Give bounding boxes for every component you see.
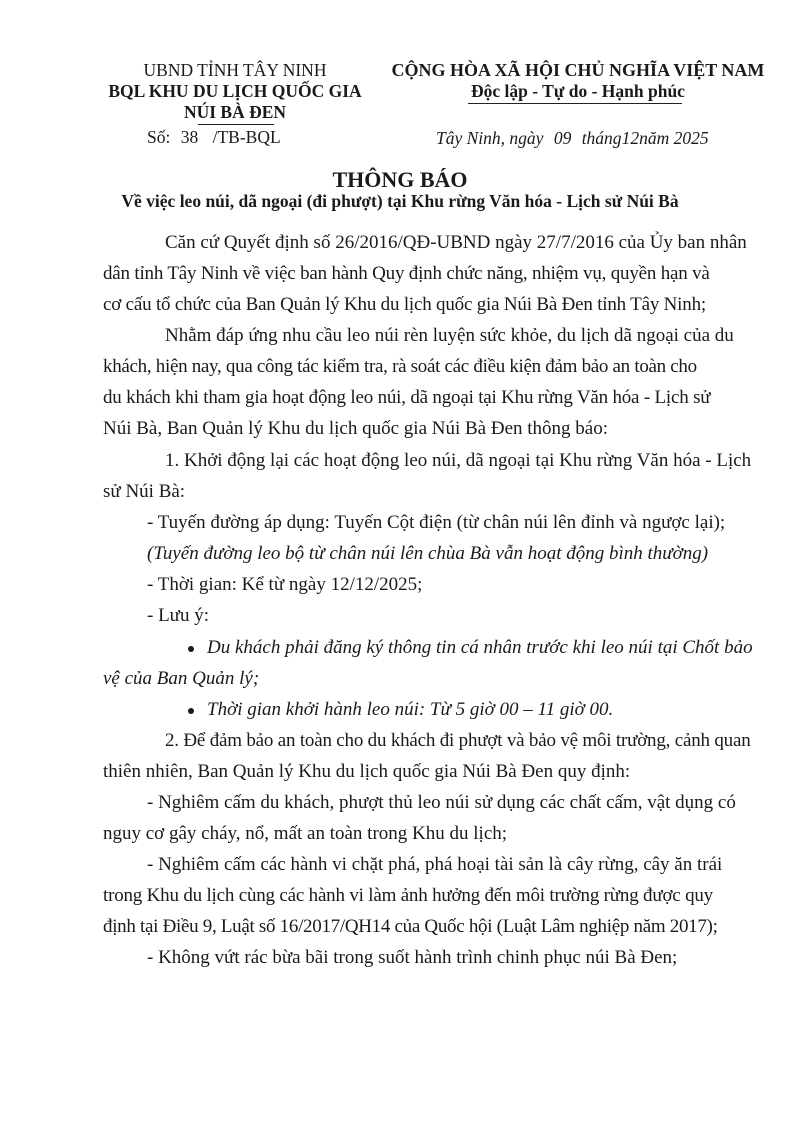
date-day: 09 [553, 128, 572, 148]
nation-title: CỘNG HÒA XÃ HỘI CHỦ NGHĨA VIỆT NAM [391, 60, 765, 80]
paragraph-line: Nhằm đáp ứng nhu cầu leo núi rèn luyện sức khỏe, du lịch dã ngoại của du [165, 325, 734, 346]
number-value: 38 [180, 127, 199, 147]
motto-underline [468, 103, 682, 104]
rule-line: - Nghiêm cấm các hành vi chặt phá, phá hoại tài sản là cây rừng, cây ăn trái [147, 854, 723, 875]
issuer-underline [198, 124, 274, 125]
paragraph-line: sử Núi Bà: [103, 481, 186, 502]
document-title: THÔNG BÁO [332, 167, 468, 192]
bullet-item: Thời gian khởi hành leo núi: Từ 5 giờ 00 – 11 giờ 00. [207, 699, 614, 720]
rule-line: - Không vứt rác bừa bãi trong suốt hành trình chinh phục núi Bà Đen; [147, 947, 678, 968]
rule-line: nguy cơ gây cháy, nổ, mất an toàn trong Khu du lịch; [103, 823, 508, 844]
bullet-item-continued: vệ của Ban Quản lý; [103, 668, 260, 689]
issuer-province: UBND TỈNH TÂY NINH [143, 60, 327, 80]
document-number [147, 127, 281, 148]
rule-line: trong Khu du lịch cùng các hành vi làm ảnh hưởng đến môi trường rừng được quy [103, 885, 713, 906]
date-line [436, 128, 709, 149]
time-line: - Thời gian: Kể từ ngày 12/12/2025; [147, 574, 423, 595]
date-prefix: Tây Ninh, ngày [436, 128, 544, 148]
number-suffix: /TB-BQL [212, 127, 281, 147]
section-2-heading: 2. Để đảm bảo an toàn cho du khách đi phượt và bảo vệ môi trường, cảnh quan [165, 730, 751, 751]
paragraph-line: cơ cấu tổ chức của Ban Quản lý Khu du lịch quốc gia Núi Bà Đen tỉnh Tây Ninh; [103, 294, 706, 315]
nation-motto: Độc lập - Tự do - Hạnh phúc [471, 81, 685, 101]
date-month-label: tháng [581, 128, 622, 148]
date-year: năm 2025 [639, 128, 709, 148]
bullet-dot [188, 646, 194, 652]
paragraph-line: thiên nhiên, Ban Quản lý Khu du lịch quốc gia Núi Bà Đen quy định: [103, 761, 631, 782]
section-1-heading: 1. Khởi động lại các hoạt động leo núi, dã ngoại tại Khu rừng Văn hóa - Lịch [165, 450, 752, 471]
issuer-agency: BQL KHU DU LỊCH QUỐC GIA [108, 81, 362, 101]
issuer-agency-name: NÚI BÀ ĐEN [183, 102, 287, 122]
bullet-dot [188, 708, 194, 714]
route-note: (Tuyến đường leo bộ từ chân núi lên chùa Bà vẫn hoạt động bình thường) [147, 543, 709, 564]
rule-line: - Nghiêm cấm du khách, phượt thủ leo núi sử dụng các chất cấm, vật dụng có [147, 792, 736, 813]
rule-line: định tại Điều 9, Luật số 16/2017/QH14 của Quốc hội (Luật Lâm nghiệp năm 2017); [103, 916, 718, 937]
route-line: - Tuyến đường áp dụng: Tuyến Cột điện (từ chân núi lên đỉnh và ngược lại); [147, 512, 726, 533]
paragraph-line: khách, hiện nay, qua công tác kiểm tra, rà soát các điều kiện đảm bảo an toàn cho [103, 356, 697, 377]
paragraph-line: Căn cứ Quyết định số 26/2016/QĐ-UBND ngày 27/7/2016 của Ủy ban nhân [165, 232, 747, 253]
date-month: 12 [621, 128, 640, 148]
bullet-item: Du khách phải đăng ký thông tin cá nhân trước khi leo núi tại Chốt bảo [207, 637, 753, 658]
paragraph-line: Núi Bà, Ban Quản lý Khu du lịch quốc gia Núi Bà Đen thông báo: [103, 418, 609, 439]
paragraph-line: du khách khi tham gia hoạt động leo núi, dã ngoại tại Khu rừng Văn hóa - Lịch sử [103, 387, 711, 408]
document-subtitle: Về việc leo núi, dã ngoại (đi phượt) tại Khu rừng Văn hóa - Lịch sử Núi Bà [121, 191, 679, 211]
paragraph-line: dân tỉnh Tây Ninh về việc ban hành Quy định chức năng, nhiệm vụ, quyền hạn và [103, 263, 710, 284]
number-label: Số: [147, 127, 171, 147]
note-label: - Lưu ý: [147, 605, 210, 626]
